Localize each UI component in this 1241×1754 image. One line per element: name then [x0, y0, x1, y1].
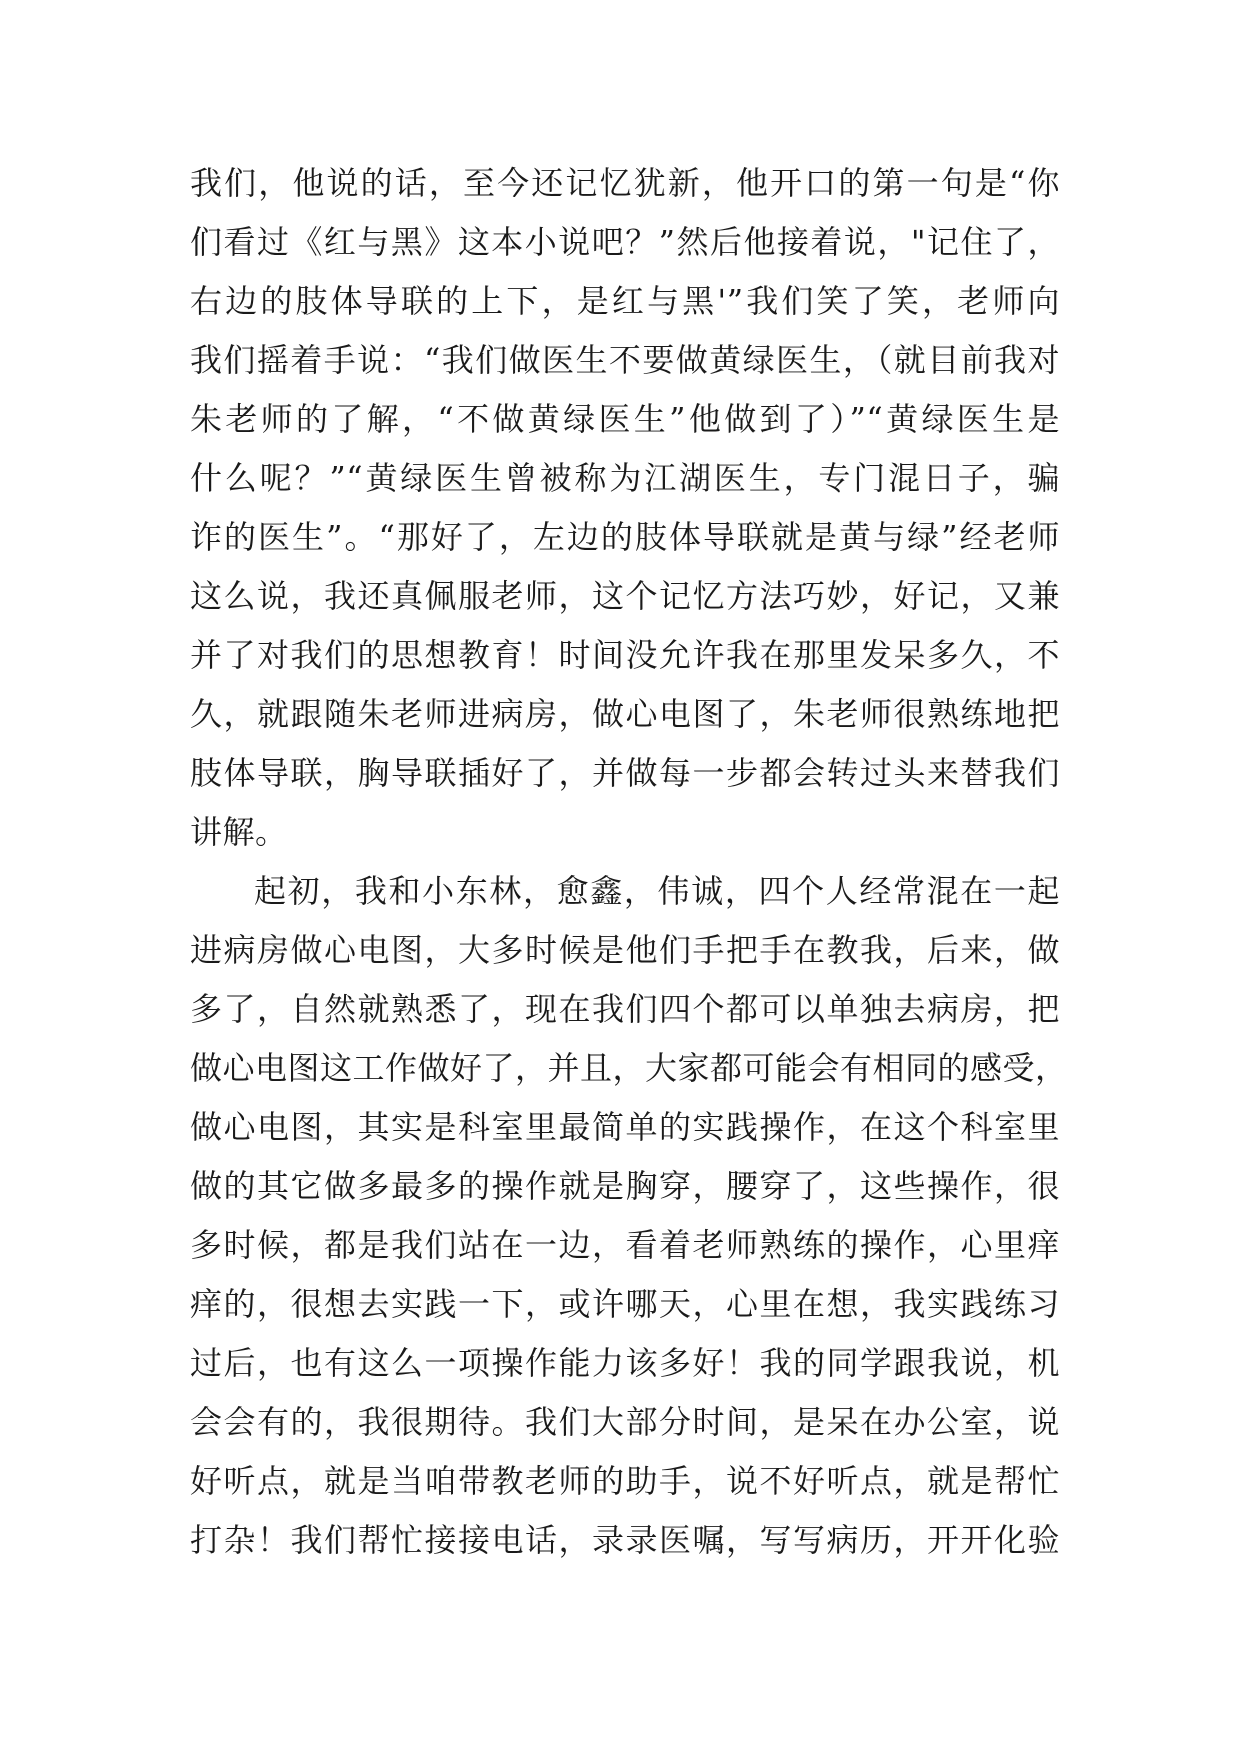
text-line: 做的其它做多最多的操作就是胸穿，腰穿了，这些操作，很 — [190, 1167, 1060, 1205]
text-line: 诈的医生”。“那好了，左边的肢体导联就是黄与绿”经老师 — [190, 518, 1060, 556]
text-line: 过后，也有这么一项操作能力该多好！我的同学跟我说，机 — [190, 1344, 1060, 1382]
text-line: 什么呢？”“黄绿医生曾被称为江湖医生，专门混日子，骗 — [190, 459, 1060, 497]
text-line: 们看过《红与黑》这本小说吧？”然后他接着说，"记住了， — [190, 223, 1060, 261]
text-line: 做心电图，其实是科室里最简单的实践操作，在这个科室里 — [190, 1108, 1060, 1146]
text-line: 这么说，我还真佩服老师，这个记忆方法巧妙，好记，又兼 — [190, 577, 1060, 615]
text-line: 进病房做心电图，大多时候是他们手把手在教我，后来，做 — [190, 931, 1060, 969]
text-line: 好听点，就是当咱带教老师的助手，说不好听点，就是帮忙 — [190, 1462, 1060, 1500]
text-line: 讲解。 — [190, 813, 288, 851]
text-line: 多时候，都是我们站在一边，看着老师熟练的操作，心里痒 — [190, 1226, 1060, 1264]
text-line: 多了，自然就熟悉了，现在我们四个都可以单独去病房，把 — [190, 990, 1060, 1028]
paragraph-1 — [190, 154, 1060, 862]
text-line: 起初，我和小东林，愈鑫，伟诚，四个人经常混在一起 — [254, 872, 1060, 910]
text-line: 朱老师的了解，“不做黄绿医生”他做到了）”“黄绿医生是 — [190, 400, 1060, 438]
text-line: 并了对我们的思想教育！时间没允许我在那里发呆多久，不 — [190, 636, 1060, 674]
text-line: 会会有的，我很期待。我们大部分时间，是呆在办公室，说 — [190, 1403, 1060, 1441]
text-line: 我们，他说的话，至今还记忆犹新，他开口的第一句是“你 — [190, 164, 1060, 202]
text-line: 痒的，很想去实践一下，或许哪天，心里在想，我实践练习 — [190, 1285, 1060, 1323]
body-text — [190, 154, 1068, 1570]
paragraph-2 — [190, 862, 1068, 1570]
text-line: 我们摇着手说：“我们做医生不要做黄绿医生，（就目前我对 — [190, 341, 1060, 379]
text-line: 做心电图这工作做好了，并且，大家都可能会有相同的感受， — [190, 1049, 1068, 1087]
text-line: 久，就跟随朱老师进病房，做心电图了，朱老师很熟练地把 — [190, 695, 1060, 733]
text-line: 右边的肢体导联的上下，是红与黑'”我们笑了笑，老师向 — [190, 282, 1060, 320]
text-line: 打杂！我们帮忙接接电话，录录医嘱，写写病历，开开化验 — [190, 1521, 1060, 1559]
text-line: 肢体导联，胸导联插好了，并做每一步都会转过头来替我们 — [190, 754, 1060, 792]
